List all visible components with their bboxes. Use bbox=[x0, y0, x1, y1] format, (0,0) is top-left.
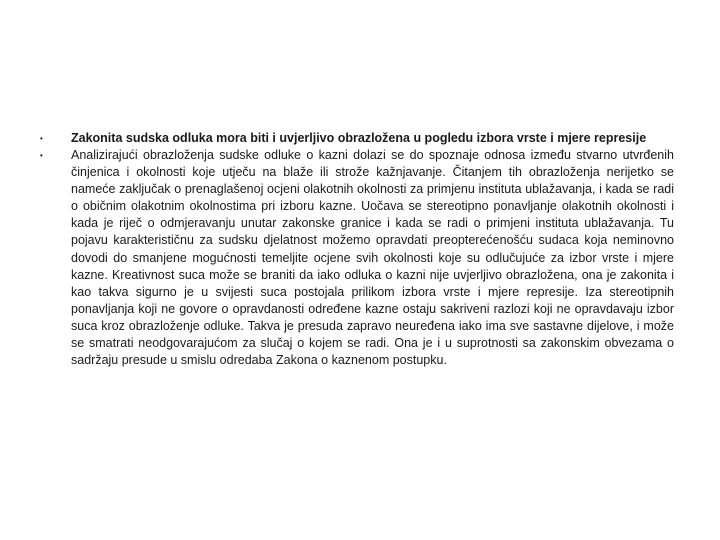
bullet-heading-text: Zakonita sudska odluka mora biti i uvjerljivo obrazložena u pogledu izbora vrste i mjere represije bbox=[71, 131, 647, 145]
bullet-list bbox=[40, 130, 674, 369]
bullet-marker: • bbox=[40, 151, 43, 160]
bullet-paragraph-text: Analizirajući obrazloženja sudske odluke o kazni dolazi se do spoznaje odnosa između stvarno utvrđenih činjenica i okolnosti koje utječu na blaže ili strože kažnjavanje. Čitanjem tih obrazloženja nerijetko se nameće zaključak o prenaglašenoj ocjeni olakotnih okolnosti za primjenu instituta ublažavanja, i kada se radi o običnim olakotnim okolnostima pri izboru kazne. Uočava se stereotipno ponavljanje olakotnih okolnosti i kada je riječ o odmjeravanju unutar zakonske granice i kada se radi o primjeni instituta ublažavanja. Tu pojavu karakterističnu za sudsku djelatnost možemo opravdati preopterećenošću sudaca koja neminovno dovodi do smanjene mogućnosti temeljite ocjene svih okolnosti koje su odlučujuće za izbor vrste i mjere kazne. Kreativnost suca može se braniti da iako odluka o kazni nije uvjerljivo obrazložena, ona je zakonita i kao takva sigurno je u svijesti suca postojala prilikom izbora vrste i mjere represije. Iza stereotipnih ponavljanja koji ne govore o opravdanosti određene kazne ostaju sakriveni razlozi koji ne opravdavaju izbor suca kroz obrazloženje odluke. Takva je presuda zapravo neuređena iako ima sve sastavne dijelove, i može se smatrati neodgovarajućom za slučaj o kojem se radi. Ona je i u suprotnosti sa zakonskim obvezama o sadržaju presude u smislu odredaba Zakona o kaznenom postupku. bbox=[71, 148, 674, 368]
bullet-item-heading bbox=[40, 130, 674, 147]
bullet-item-paragraph bbox=[40, 147, 674, 369]
bullet-marker: • bbox=[40, 134, 43, 143]
